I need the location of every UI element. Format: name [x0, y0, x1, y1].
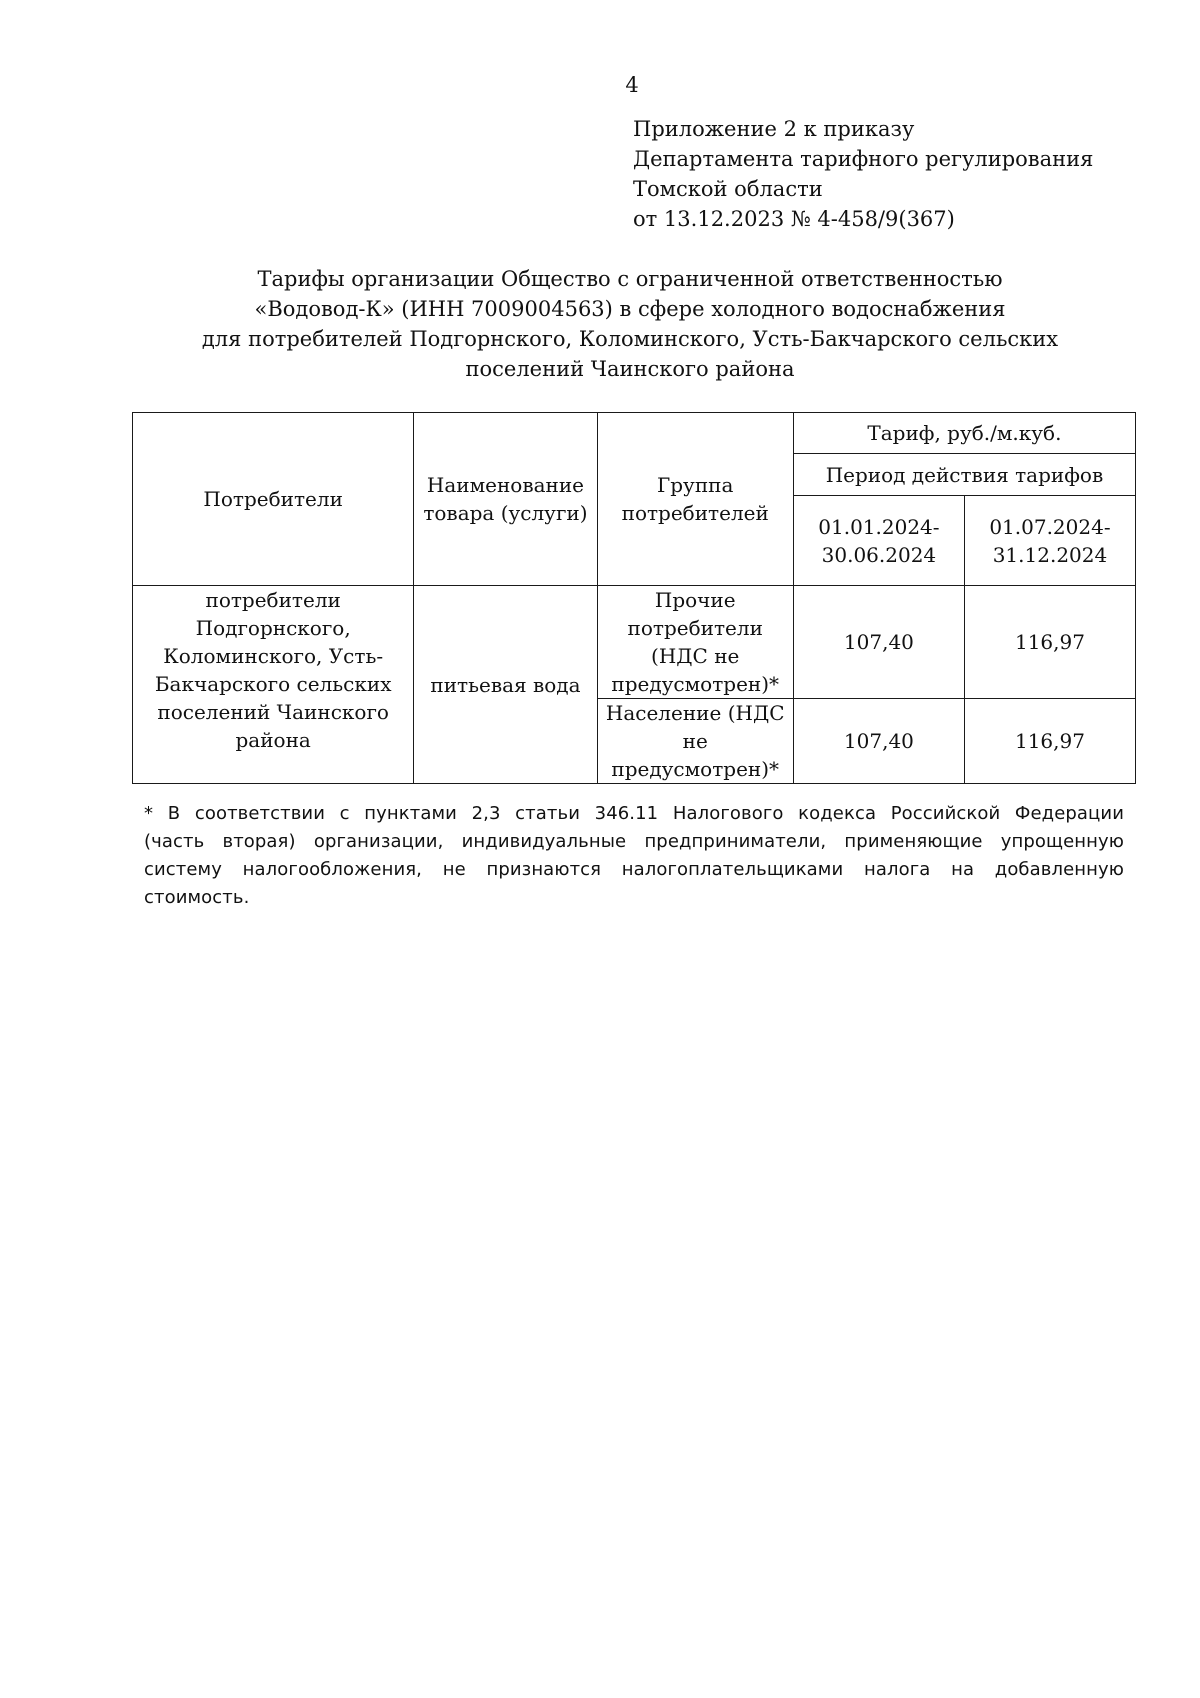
- header-consumers: Потребители: [133, 413, 414, 586]
- footnote: [144, 800, 1124, 912]
- footnote-line: * В соответствии с пунктами 2,3 статьи 346.11 Налогового кодекса Российской Федерации: [144, 803, 1124, 824]
- title-line: для потребителей Подгорнского, Коломинского, Усть-Бакчарского сельских: [201, 327, 1059, 351]
- document-title: [130, 264, 1130, 384]
- page-number: 4: [625, 73, 639, 97]
- appendix-line: Приложение 2 к приказу: [633, 117, 915, 141]
- appendix-line: Департамента тарифного регулирования: [633, 147, 1094, 171]
- table-header-row: [133, 413, 1136, 454]
- appendix-line: от 13.12.2023 № 4-458/9(367): [633, 207, 955, 231]
- header-period-2: 01.07.2024-31.12.2024: [964, 496, 1135, 586]
- appendix-line: Томской области: [633, 177, 823, 201]
- footnote-line: стоимость.: [144, 887, 250, 908]
- cell-group: Население (НДС не предусмотрен)*: [597, 699, 793, 784]
- title-line: поселений Чаинского района: [465, 357, 795, 381]
- cell-value-period-1: 107,40: [793, 699, 964, 784]
- cell-value-period-2: 116,97: [964, 586, 1135, 699]
- cell-group: Прочие потребители (НДС не предусмотрен)*: [597, 586, 793, 699]
- header-tariff: Тариф, руб./м.куб.: [793, 413, 1135, 454]
- cell-consumers: потребители Подгорнского, Коломинского, Усть-Бакчарского сельских поселений Чаинского района: [133, 586, 414, 784]
- footnote-line: (часть вторая) организации, индивидуальные предприниматели, применяющие упрощенную: [144, 831, 1124, 852]
- footnote-line: систему налогообложения, не признаются налогоплательщиками налога на добавленную: [144, 859, 1124, 880]
- cell-value-period-1: 107,40: [793, 586, 964, 699]
- title-line: Тарифы организации Общество с ограниченной ответственностью: [257, 267, 1003, 291]
- cell-product: питьевая вода: [414, 586, 597, 784]
- header-group: Группа потребителей: [597, 413, 793, 586]
- tariff-table: [132, 412, 1136, 784]
- header-product: Наименование товара (услуги): [414, 413, 597, 586]
- title-line: «Водовод-К» (ИНН 7009004563) в сфере холодного водоснабжения: [254, 297, 1006, 321]
- table-row: [133, 586, 1136, 699]
- header-period-1: 01.01.2024-30.06.2024: [793, 496, 964, 586]
- appendix-reference: [633, 114, 1093, 234]
- header-period: Период действия тарифов: [793, 454, 1135, 496]
- cell-value-period-2: 116,97: [964, 699, 1135, 784]
